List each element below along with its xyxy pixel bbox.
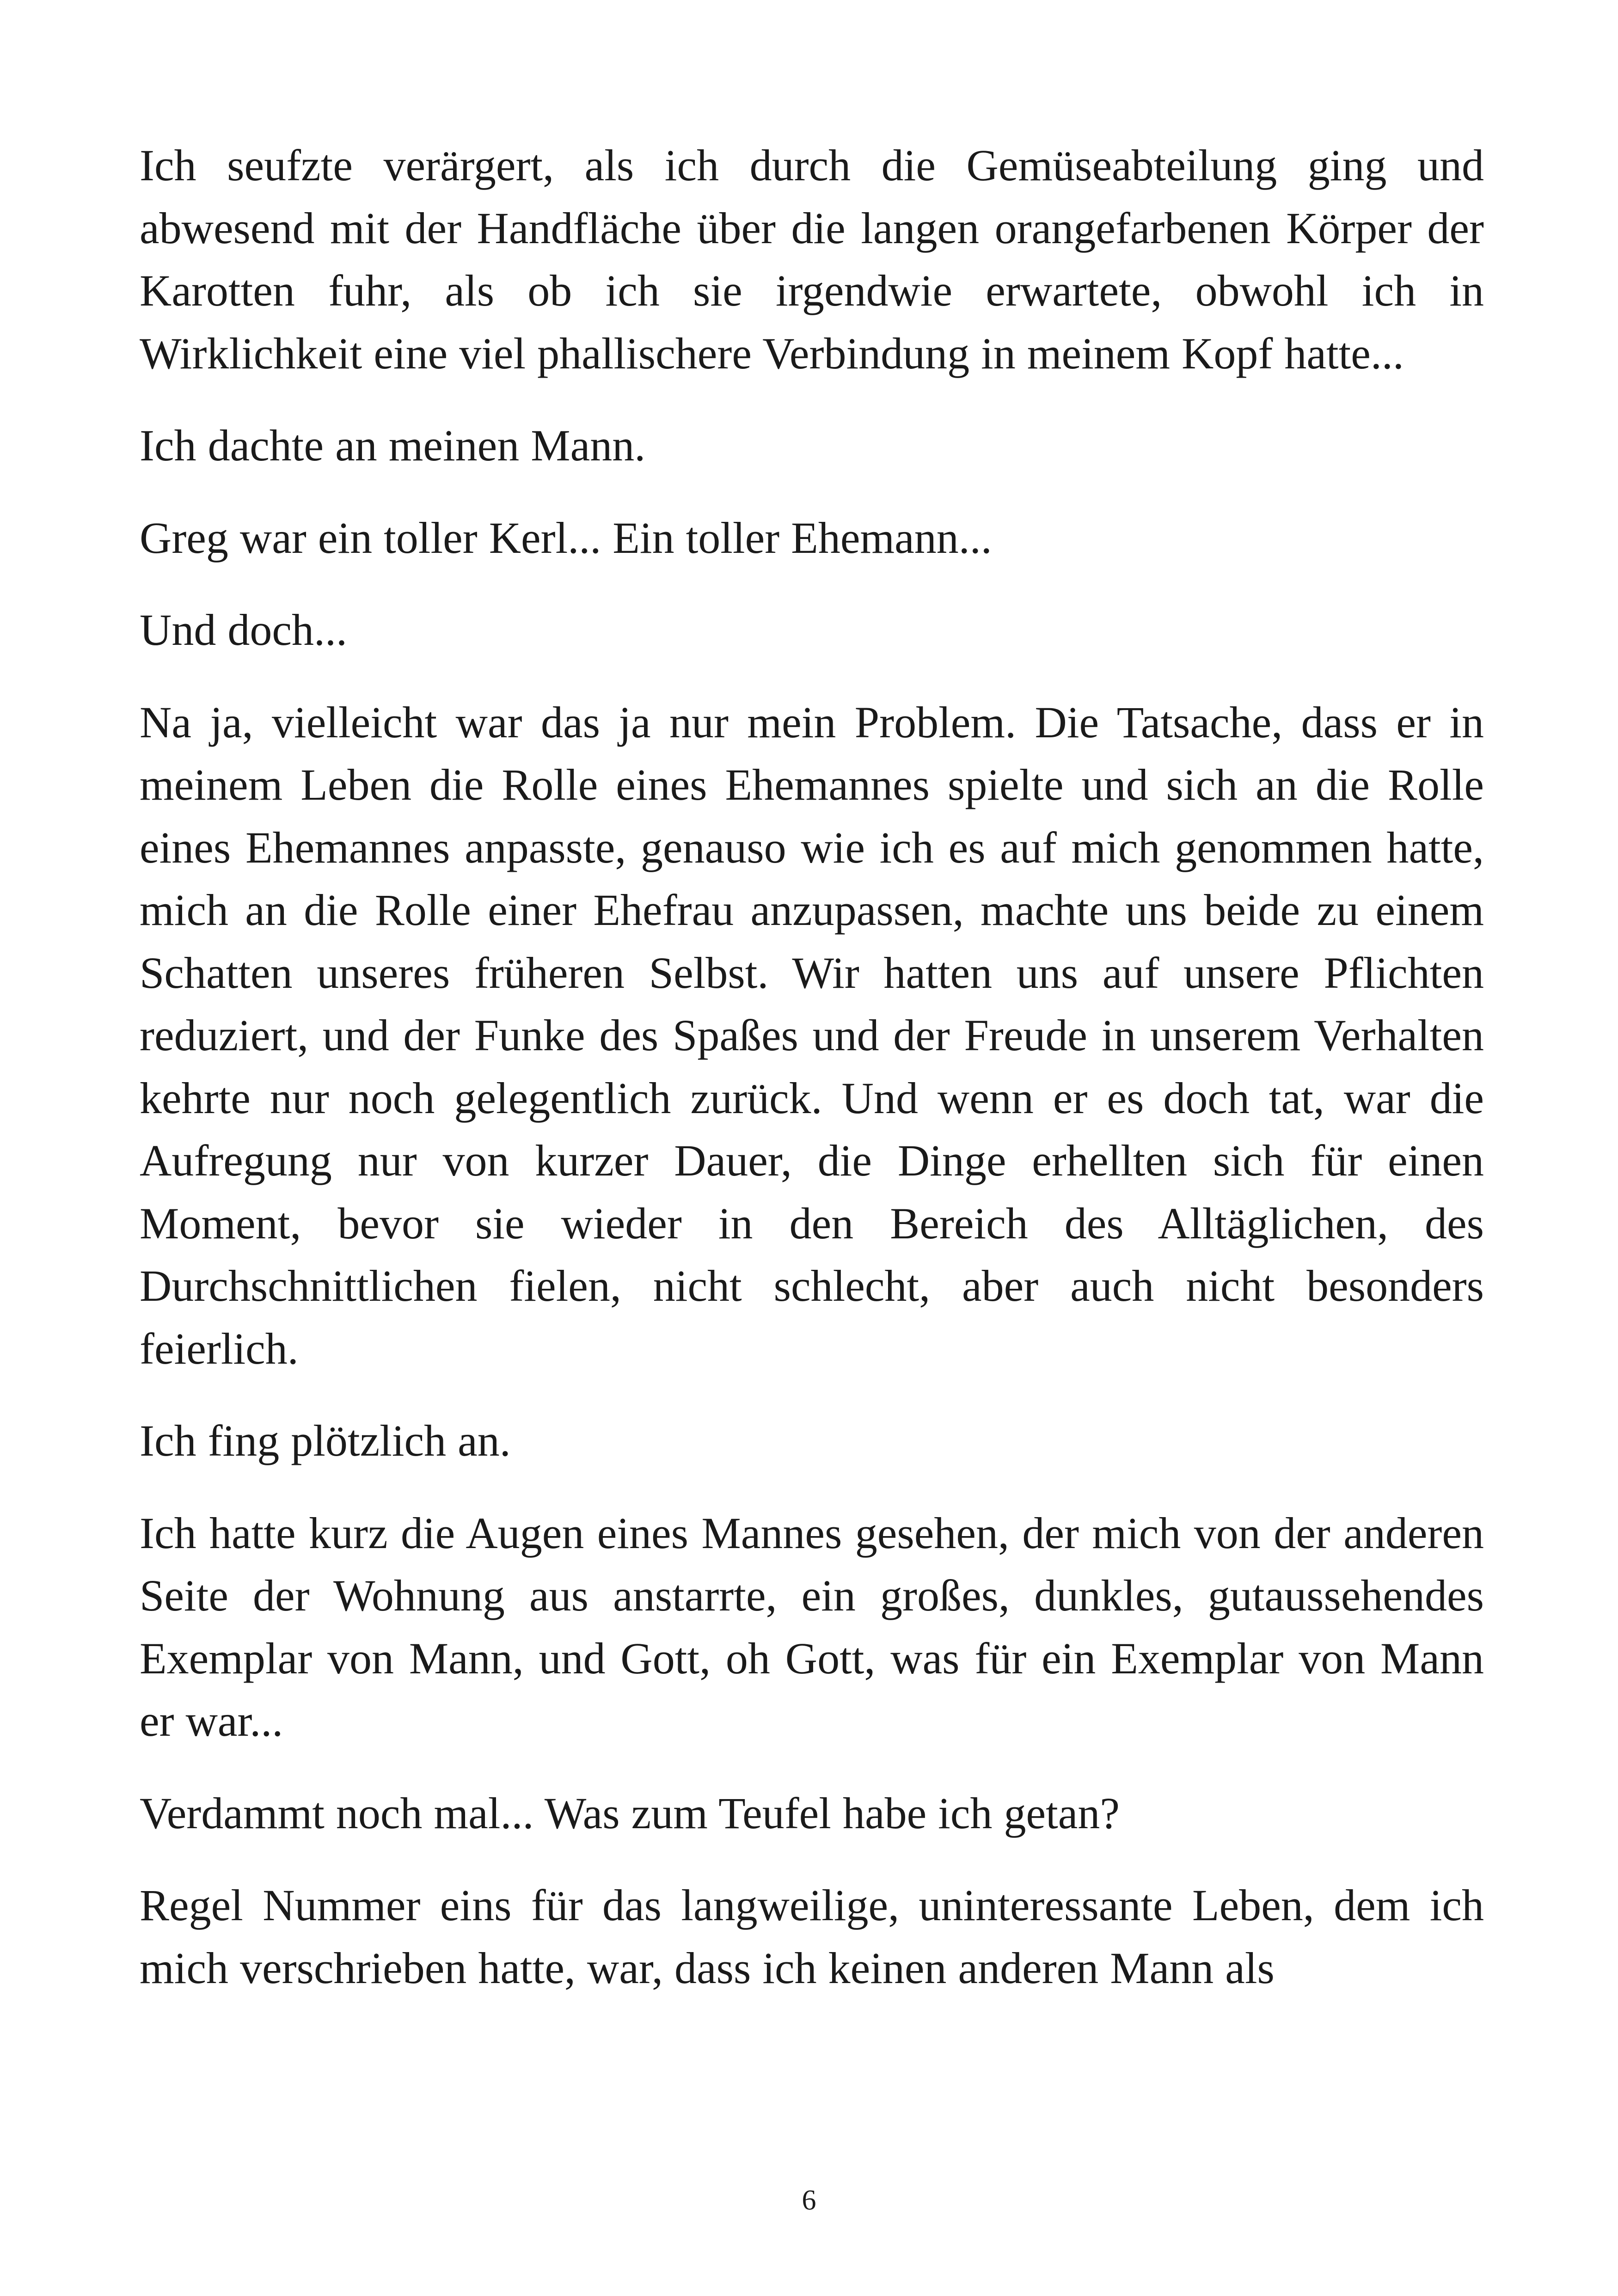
paragraph: Ich seufzte verärgert, als ich durch die Gemüseabteilung ging und abwesend mit der Handfläche über die langen orangefarbenen Körper der Karotten fuhr, als ob ich sie irgendwie erwartete, obwohl ich in Wirklichkeit eine viel phallischere Verbindung in meinem Kopf hatte... — [140, 141, 1484, 378]
body-text — [140, 134, 1484, 2029]
paragraph: Ich hatte kurz die Augen eines Mannes gesehen, der mich von der anderen Seite der Wohnung aus anstarrte, ein großes, dunkles, gutaussehendes Exemplar von Mann, und Gott, oh Gott, was für ein Exemplar von Mann er war... — [140, 1508, 1484, 1745]
paragraph: Und doch... — [140, 605, 347, 655]
paragraph: Greg war ein toller Kerl... Ein toller Ehemann... — [140, 513, 992, 563]
paragraph: Verdammt noch mal... Was zum Teufel habe ich getan? — [140, 1788, 1120, 1838]
paragraph: Ich fing plötzlich an. — [140, 1416, 511, 1465]
page-number: 6 — [802, 2185, 816, 2216]
paragraph: Regel Nummer eins für das langweilige, uninteressante Leben, dem ich mich verschrieben hatte, war, dass ich keinen anderen Mann als — [140, 1880, 1484, 1993]
paragraph: Na ja, vielleicht war das ja nur mein Problem. Die Tatsache, dass er in meinem Leben die Rolle eines Ehemannes spielte und sich an die Rolle eines Ehemannes anpasste, genauso wie ich es auf mich genommen hatte, mich an die Rolle einer Ehefrau anzupassen, machte uns beide zu einem Schatten unseres früheren Selbst. Wir hatten uns auf unsere Pflichten reduziert, und der Funke des Spaßes und der Freude in unserem Verhalten kehrte nur noch gelegentlich zurück. Und wenn er es doch tat, war die Aufregung nur von kurzer Dauer, die Dinge erhellten sich für einen Moment, bevor sie wieder in den Bereich des Alltäglichen, des Durchschnittlichen fielen, nicht schlecht, aber auch nicht besonders feierlich. — [140, 697, 1484, 1373]
paragraph: Ich dachte an meinen Mann. — [140, 421, 646, 470]
